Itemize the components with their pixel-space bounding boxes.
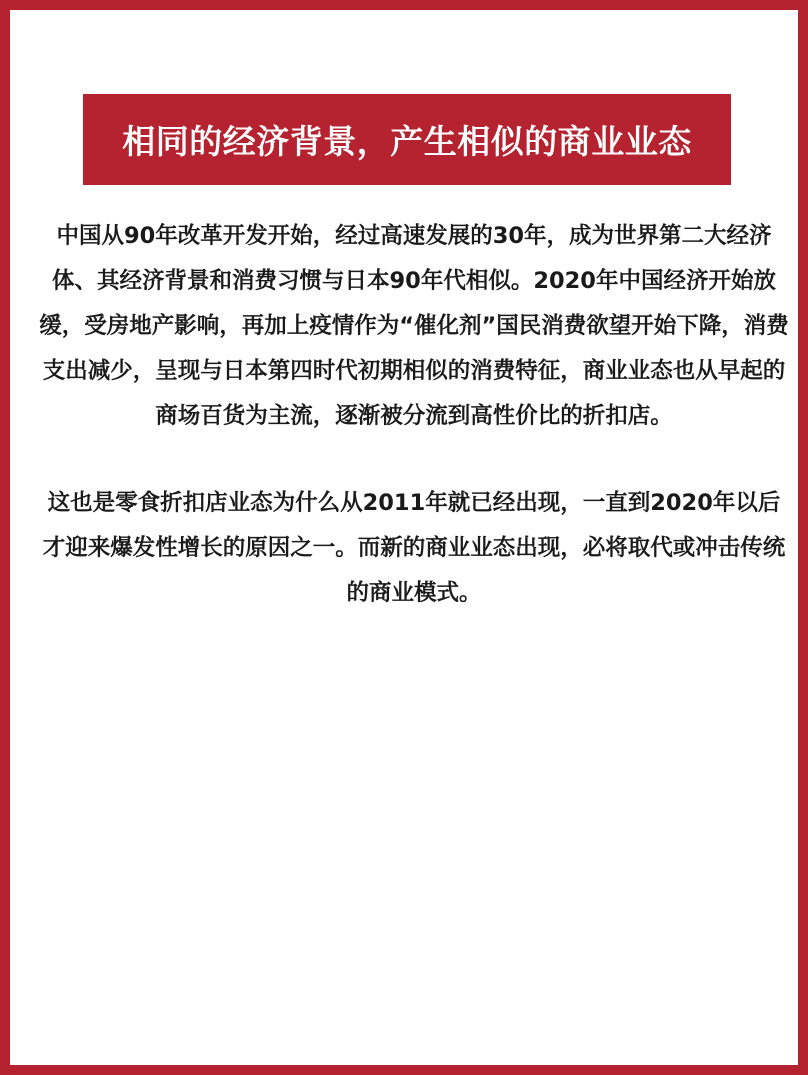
- body-paragraph-1: 中国从90年改革开发开始，经过高速发展的30年，成为世界第二大经济体、其经济背景和消费习惯与日本90年代相似。2020年中国经济开始放缓，受房地产影响，再加上疫情作为“催化剂”国民消费欲望开始下降，消费支出减少，呈现与日本第四时代初期相似的消费特征，商业业态也从早起的商场百货为主流，逐渐被分流到高性价比的折扣店。: [39, 223, 789, 429]
- body-paragraph-2: 这也是零食折扣店业态为什么从2011年就已经出现，一直到2020年以后才迎来爆发性增长的原因之一。而新的商业业态出现，必将取代或冲击传统的商业模式。: [42, 490, 786, 606]
- title-banner: [83, 94, 731, 185]
- page-title: 相同的经济背景，产生相似的商业业态: [122, 122, 692, 161]
